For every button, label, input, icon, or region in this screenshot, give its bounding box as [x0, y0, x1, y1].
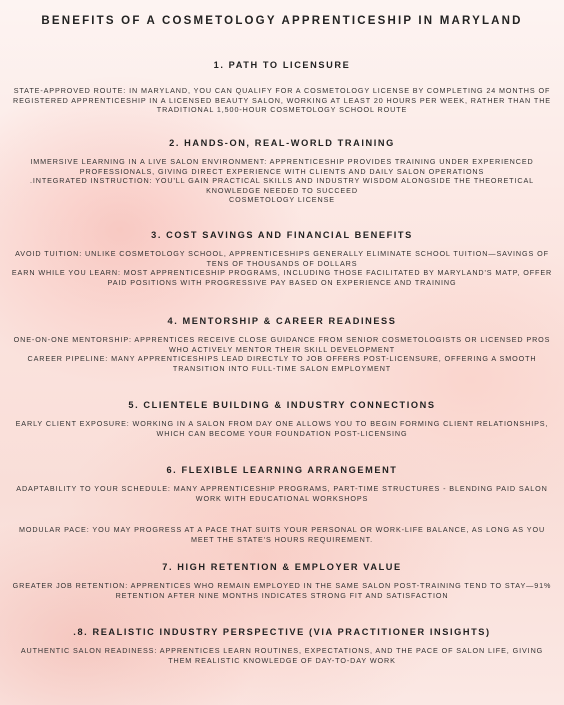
section-paragraph: ADAPTABILITY TO YOUR SCHEDULE: MANY APPRENTICESHIP PROGRAMS, PART-TIME STRUCTURES - BLENDING PAID SALON WORK WITH EDUCATIONAL WORKSHOPS [16, 484, 548, 503]
section-paragraph: EARLY CLIENT EXPOSURE: WORKING IN A SALON FROM DAY ONE ALLOWS YOU TO BEGIN FORMING CLIENT RELATIONSHIPS, WHICH CAN BECOME YOUR FOUNDATION POST-LICENSING [15, 419, 549, 438]
section-cost-savings [8, 230, 556, 287]
section-paragraph: GREATER JOB RETENTION: APPRENTICES WHO REMAIN EMPLOYED IN THE SAME SALON POST-TRAINING TEND TO STAY—91% RETENTION AFTER NINE MONTHS INDICATES STRONG FIT AND SATISFACTION [12, 581, 552, 600]
section-paragraph: CAREER PIPELINE: MANY APPRENTICESHIPS LEAD DIRECTLY TO JOB OFFERS POST-LICENSURE, OFFERING A SMOOTH TRANSITION INTO FULL-TIME SALON EMPLOYMENT [27, 354, 537, 373]
section-heading: 1. PATH TO LICENSURE [213, 60, 351, 70]
section-paragraph: MODULAR PACE: YOU MAY PROGRESS AT A PACE THAT SUITS YOUR PERSONAL OR WORK-LIFE BALANCE, AS LONG AS YOU MEET THE STATE'S HOURS REQUIREMENT. [18, 525, 546, 544]
section-paragraph: ONE-ON-ONE MENTORSHIP: APPRENTICES RECEIVE CLOSE GUIDANCE FROM SENIOR COSMETOLOGISTS OR LICENSED PROS WHO ACTIVELY MENTOR THEIR SKILL DEVELOPMENT [13, 335, 551, 354]
section-heading: .8. REALISTIC INDUSTRY PERSPECTIVE (VIA PRACTITIONER INSIGHTS) [73, 627, 491, 637]
section-heading: 2. HANDS-ON, REAL-WORLD TRAINING [169, 138, 395, 148]
section-paragraph: COSMETOLOGY LICENSE [229, 195, 335, 205]
section-path-to-licensure [8, 60, 556, 115]
section-paragraph: IMMERSIVE LEARNING IN A LIVE SALON ENVIRONMENT: APPRENTICESHIP PROVIDES TRAINING UNDER EXPERIENCED PROFESSIONALS, GIVING DIRECT EXPERIENCE WITH CLIENTS AND DAILY SALON OPERATIONS [30, 157, 534, 176]
section-heading: 3. COST SAVINGS AND FINANCIAL BENEFITS [151, 230, 413, 240]
document-title: BENEFITS OF A COSMETOLOGY APPRENTICESHIP IN MARYLAND [41, 15, 523, 27]
section-flexible-learning [8, 465, 556, 544]
section-paragraph: STATE-APPROVED ROUTE: IN MARYLAND, YOU CAN QUALIFY FOR A COSMETOLOGY LICENSE BY COMPLETING 24 MONTHS OF REGISTERED APPRENTICESHIP IN A LICENSED BEAUTY SALON, WORKING AT LEAST 20 HOURS PER WEEK, RATHER THAN THE TRADITIONAL 1,500-HOUR COSMETOLOGY SCHOOL ROUTE [13, 86, 551, 115]
section-paragraph: .INTEGRATED INSTRUCTION: YOU'LL GAIN PRACTICAL SKILLS AND INDUSTRY WISDOM ALONGSIDE THE THEORETICAL KNOWLEDGE NEEDED TO SUCCEED [29, 176, 535, 195]
section-mentorship [8, 316, 556, 373]
section-realistic-perspective [8, 627, 556, 665]
section-paragraph: AVOID TUITION: UNLIKE COSMETOLOGY SCHOOL, APPRENTICESHIPS GENERALLY ELIMINATE SCHOOL TUITION—SAVINGS OF TENS OF THOUSANDS OF DOLLARS [15, 249, 549, 268]
section-paragraph: EARN WHILE YOU LEARN: MOST APPRENTICESHIP PROGRAMS, INCLUDING THOSE FACILITATED BY MARYLAND'S MATP, OFFER PAID POSITIONS WITH PROGRESSIVE PAY BASED ON EXPERIENCE AND TRAINING [11, 268, 553, 287]
section-clientele-building [8, 400, 556, 438]
section-heading: 6. FLEXIBLE LEARNING ARRANGEMENT [166, 465, 398, 475]
section-high-retention [8, 562, 556, 600]
section-hands-on-training [8, 138, 556, 205]
section-heading: 7. HIGH RETENTION & EMPLOYER VALUE [162, 562, 402, 572]
section-heading: 4. MENTORSHIP & CAREER READINESS [167, 316, 397, 326]
section-heading: 5. CLIENTELE BUILDING & INDUSTRY CONNECTIONS [128, 400, 436, 410]
section-paragraph: AUTHENTIC SALON READINESS: APPRENTICES LEARN ROUTINES, EXPECTATIONS, AND THE PACE OF SALON LIFE, GIVING THEM REALISTIC KNOWLEDGE OF DAY-TO-DAY WORK [20, 646, 544, 665]
